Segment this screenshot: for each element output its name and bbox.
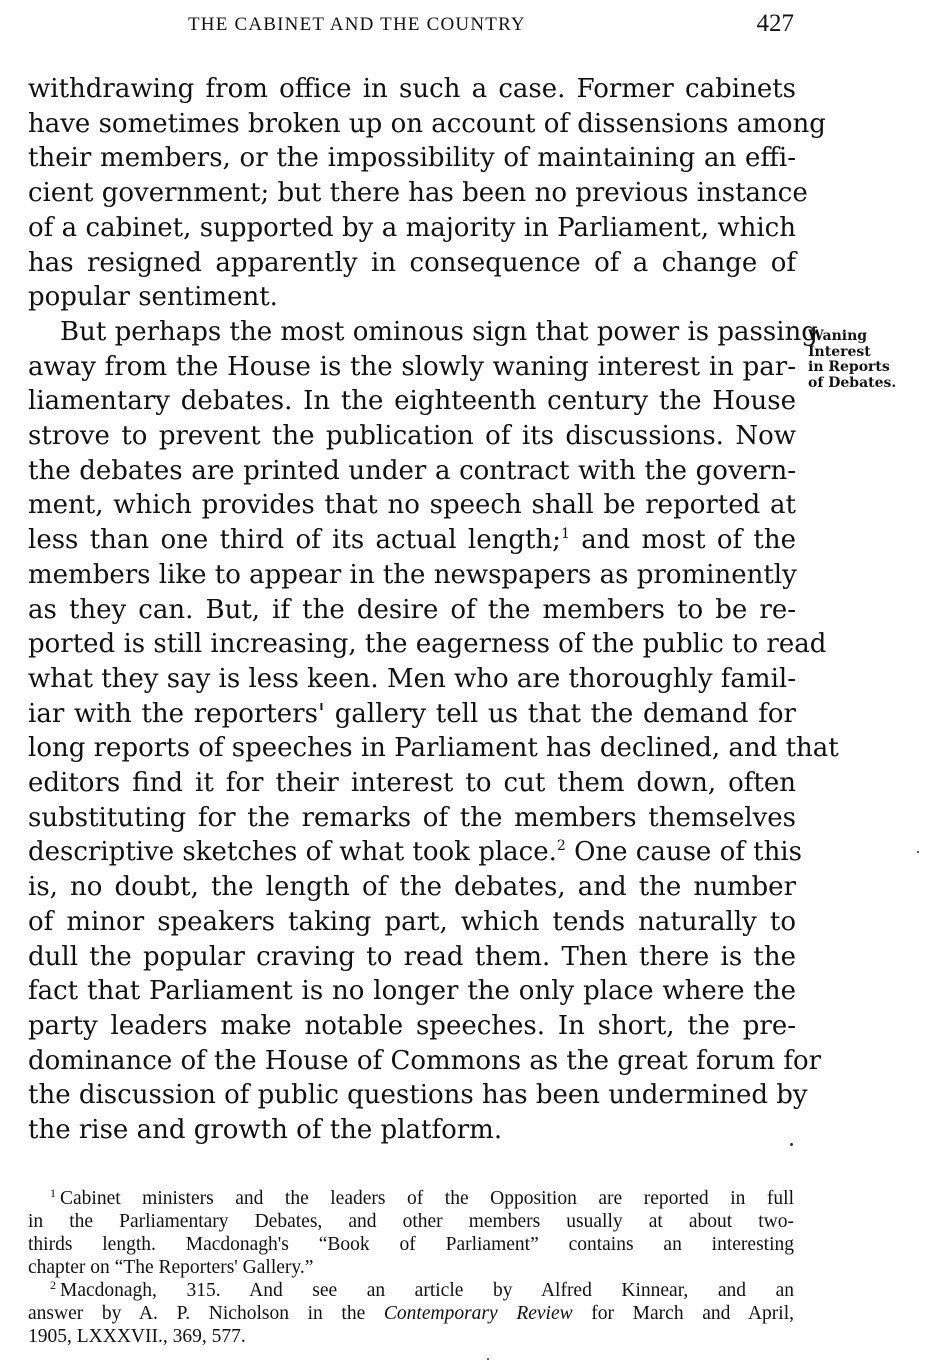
text-line: dull the popular craving to read them. Then there is the xyxy=(28,941,796,972)
text-line: iar with the reporters' gallery tell us that the demand for xyxy=(28,698,796,729)
footnote-text: Cabinet ministers and the leaders of the Opposition are reported in full xyxy=(60,1188,794,1209)
footnote-line: 1905, LXXXVII., 369, 577. xyxy=(28,1326,246,1347)
footnote-ref-2: 2 xyxy=(556,838,566,855)
footnote-number: 2 xyxy=(50,1278,56,1292)
text-line: is, no doubt, the length of the debates, and the number xyxy=(28,872,796,903)
text-segment: One cause of this xyxy=(574,837,802,868)
footnote-line xyxy=(28,1187,794,1210)
text-line-with-footnote-ref xyxy=(28,523,796,558)
text-line: ported is still increasing, the eagerness of the public to read xyxy=(28,629,827,660)
text-line: as they can. But, if the desire of the members to be re- xyxy=(28,594,796,625)
text-line: ment, which provides that no speech shall be reported at xyxy=(28,490,796,521)
margin-sidenote xyxy=(808,329,928,391)
text-line: But perhaps the most ominous sign that power is passing xyxy=(60,316,818,347)
footnote-2 xyxy=(28,1279,794,1348)
running-title: THE CABINET AND THE COUNTRY xyxy=(188,14,526,35)
print-speck xyxy=(487,1358,489,1360)
text-line: what they say is less keen. Men who are thoroughly famil- xyxy=(28,663,796,694)
text-line: has resigned apparently in consequence of a change of xyxy=(28,247,796,278)
text-line: members like to appear in the newspapers as prominently xyxy=(28,559,797,590)
page-number: 427 xyxy=(756,10,794,37)
footnote-ref-1: 1 xyxy=(560,526,570,543)
text-line: of a cabinet, supported by a majority in Parliament, which xyxy=(28,212,796,243)
footnote-text: Macdonagh, 315. And see an article by Alfred Kinnear, and an xyxy=(60,1280,794,1301)
text-segment: descriptive sketches of what took place. xyxy=(28,837,557,868)
text-line: editors find it for their interest to cut them down, often xyxy=(28,768,796,799)
body-text xyxy=(28,72,839,1148)
footnotes xyxy=(28,1187,794,1348)
footnote-line: thirds length. Macdonagh's “Book of Parliament” contains an interesting xyxy=(28,1234,794,1255)
sidenote-line: in Reports xyxy=(808,359,890,375)
sidenote-line: of Debates. xyxy=(808,374,897,391)
text-segment: less than one third of its actual length; xyxy=(28,525,561,556)
text-line: dominance of the House of Commons as the great forum for xyxy=(28,1045,822,1076)
print-speck xyxy=(917,851,919,853)
text-line: long reports of speeches in Parliament has declined, and that xyxy=(28,733,839,764)
text-line: cient government; but there has been no previous instance xyxy=(28,178,808,209)
text-line: the discussion of public questions has been undermined by xyxy=(28,1080,808,1111)
text-line: fact that Parliament is no longer the only place where the xyxy=(28,976,796,1007)
footnote-line xyxy=(28,1302,794,1325)
text-line-with-footnote-ref xyxy=(28,835,802,870)
footnote-line xyxy=(28,1279,794,1302)
text-line: have sometimes broken up on account of dissensions among xyxy=(28,108,826,139)
running-head xyxy=(28,8,798,42)
footnote-line: chapter on “The Reporters' Gallery.” xyxy=(28,1257,314,1278)
text-line: their members, or the impossibility of maintaining an effi- xyxy=(28,143,796,174)
text-segment: and most of the xyxy=(581,525,797,556)
text-line: substituting for the remarks of the members themselves xyxy=(28,802,796,833)
sidenote-line: Waning xyxy=(808,328,868,344)
text-line: the rise and growth of the platform. xyxy=(28,1115,503,1146)
text-line: strove to prevent the publication of its discussions. Now xyxy=(28,421,796,452)
sidenote-line: Interest xyxy=(808,343,871,360)
journal-title: Contemporary Review xyxy=(383,1303,573,1324)
footnote-1 xyxy=(28,1187,794,1279)
text-line: party leaders make notable speeches. In short, the pre- xyxy=(28,1010,796,1041)
footnote-number: 1 xyxy=(50,1186,56,1200)
text-line: withdrawing from office in such a case. Former cabinets xyxy=(28,74,796,104)
text-line: of minor speakers taking part, which tends naturally to xyxy=(28,906,796,937)
text-line: liamentary debates. In the eighteenth century the House xyxy=(28,386,796,417)
text-line: the debates are printed under a contract with the govern- xyxy=(28,455,796,486)
print-speck xyxy=(790,1143,793,1146)
text-line: popular sentiment. xyxy=(28,282,278,313)
text-line: away from the House is the slowly waning interest in par- xyxy=(28,351,796,382)
footnote-text: answer by A. P. Nicholson in the xyxy=(28,1303,366,1324)
footnote-line: in the Parliamentary Debates, and other members usually at about two- xyxy=(28,1211,794,1232)
footnote-text: for March and April, xyxy=(591,1303,794,1324)
